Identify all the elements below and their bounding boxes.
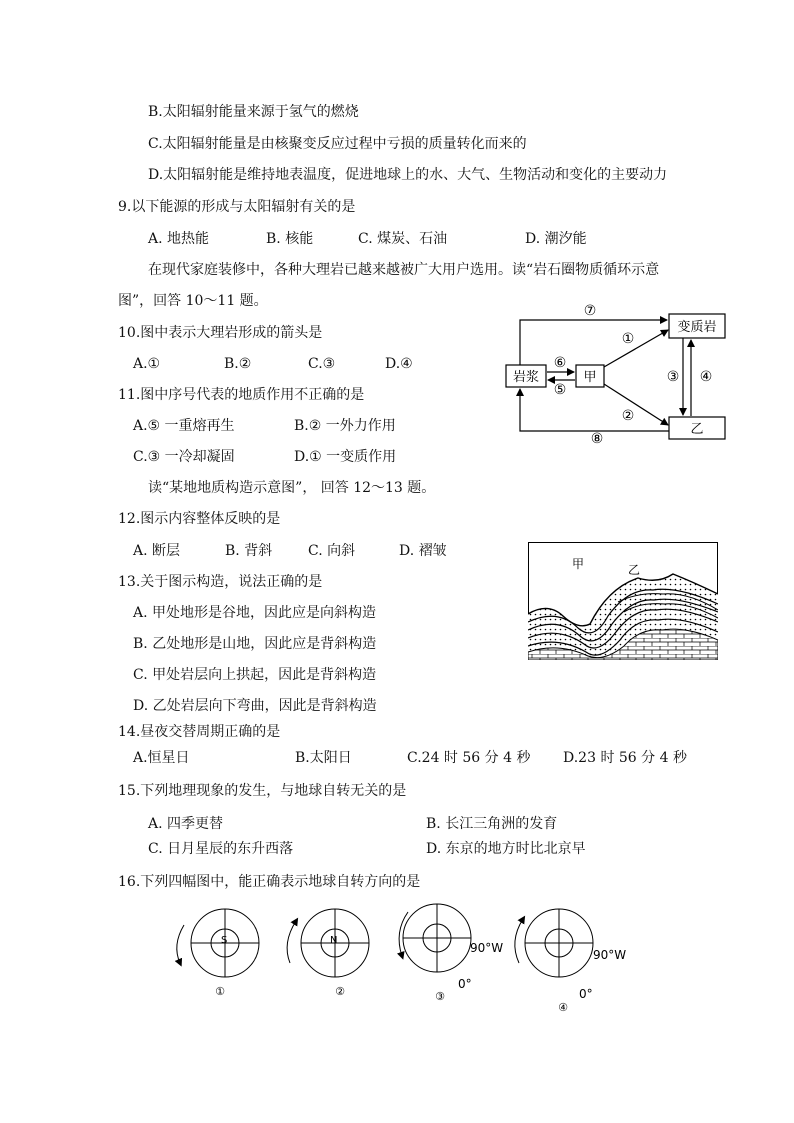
lon-label-0-3: 0° bbox=[458, 977, 472, 991]
q13-stem: 13.关于图示构造，说法正确的是 bbox=[118, 574, 323, 590]
q15-option-d: D. 东京的地方时比北京早 bbox=[426, 841, 586, 857]
earth-figure-2 bbox=[280, 905, 380, 1000]
earth-figure-1 bbox=[170, 905, 270, 1000]
q10-stem: 10.图中表示大理岩形成的箭头是 bbox=[118, 325, 323, 341]
q15-option-b: B. 长江三角洲的发育 bbox=[426, 816, 558, 832]
q9-option-d: D. 潮汐能 bbox=[525, 231, 587, 247]
jia-label: 甲 bbox=[583, 370, 597, 385]
q16-stem: 16.下列四幅图中，能正确表示地球自转方向的是 bbox=[118, 874, 421, 890]
q15-option-c: C. 日月星辰的东升西落 bbox=[148, 841, 294, 857]
q12-option-d: D. 褶皱 bbox=[399, 543, 447, 559]
caption-3: ③ bbox=[435, 990, 445, 1003]
q14-option-a: A.恒星日 bbox=[133, 750, 190, 766]
intro-12-13: 读“某地地质构造示意图”， 回答 12～13 题。 bbox=[148, 480, 436, 496]
caption-1: ① bbox=[215, 985, 225, 998]
q13-option-a: A. 甲处地形是谷地，因此应是向斜构造 bbox=[133, 605, 377, 621]
q11-stem: 11.图中序号代表的地质作用不正确的是 bbox=[118, 387, 365, 403]
geo-label-jia: 甲 bbox=[572, 557, 585, 571]
q13-option-b: B. 乙处地形是山地，因此应是背斜构造 bbox=[133, 636, 377, 652]
q12-option-c: C. 向斜 bbox=[308, 543, 356, 559]
label-3: ③ bbox=[666, 369, 680, 385]
q11-option-c: C.③ 一冷却凝固 bbox=[133, 449, 235, 465]
q8-option-b: B.太阳辐射能量来源于氢气的燃烧 bbox=[148, 104, 359, 120]
label-1: ① bbox=[621, 331, 635, 347]
label-5: ⑤ bbox=[553, 382, 567, 398]
rotation-arrow-1 bbox=[177, 925, 184, 963]
q14-option-c: C.24 时 56 分 4 秒 bbox=[407, 750, 531, 766]
q15-option-a: A. 四季更替 bbox=[148, 816, 224, 832]
label-6: ⑥ bbox=[553, 355, 567, 371]
q9-option-c: C. 煤炭、石油 bbox=[358, 231, 448, 247]
rotation-arrow-2 bbox=[287, 921, 296, 963]
q11-option-b: B.② 一外力作用 bbox=[294, 418, 396, 434]
q9-option-b: B. 核能 bbox=[266, 231, 314, 247]
arrow-1 bbox=[604, 330, 668, 367]
q13-option-c: C. 甲处岩层向上拱起，因此是背斜构造 bbox=[133, 667, 377, 683]
q8-option-d: D.太阳辐射能是维持地表温度，促进地球上的水、大气、生物活动和变化的主要动力 bbox=[148, 167, 668, 183]
q10-option-a: A.① bbox=[133, 356, 161, 372]
q15-stem: 15.下列地理现象的发生，与地球自转无关的是 bbox=[118, 783, 407, 799]
q11-option-a: A.⑤ 一重熔再生 bbox=[133, 418, 235, 434]
q10-option-b: B.② bbox=[224, 356, 252, 372]
q10-option-d: D.④ bbox=[385, 356, 413, 372]
geo-label-yi: 乙 bbox=[628, 563, 641, 577]
q14-option-d: D.23 时 56 分 4 秒 bbox=[563, 750, 687, 766]
label-4: ④ bbox=[699, 369, 713, 385]
label-8: ⑧ bbox=[590, 431, 604, 447]
magma-label: 岩浆 bbox=[512, 370, 540, 385]
rock-cycle-diagram bbox=[500, 300, 740, 445]
earth-figure-3 bbox=[390, 900, 510, 1010]
q14-stem: 14.昼夜交替周期正确的是 bbox=[118, 724, 281, 740]
geo-structure-diagram bbox=[528, 542, 718, 660]
q8-option-c: C.太阳辐射能量是由核聚变反应过程中亏损的质量转化而来的 bbox=[148, 136, 527, 152]
metamorphic-label: 变质岩 bbox=[677, 320, 717, 335]
pole-label-2: N bbox=[330, 935, 338, 946]
q9-stem: 9.以下能源的形成与太阳辐射有关的是 bbox=[118, 199, 356, 215]
q12-stem: 12.图示内容整体反映的是 bbox=[118, 511, 281, 527]
intro-10-11-line2: 图”，回答 10～11 题。 bbox=[118, 293, 268, 309]
pole-label-1: S bbox=[221, 935, 228, 946]
earth-figure-4 bbox=[505, 905, 635, 1015]
lon-label-90w-4: 90°W bbox=[593, 948, 627, 962]
label-7: ⑦ bbox=[583, 303, 597, 319]
q12-option-b: B. 背斜 bbox=[225, 543, 273, 559]
q11-option-d: D.① 一变质作用 bbox=[294, 449, 397, 465]
caption-2: ② bbox=[335, 985, 345, 998]
arrow-2 bbox=[604, 384, 668, 425]
q12-option-a: A. 断层 bbox=[133, 543, 181, 559]
rotation-arrow-4 bbox=[515, 919, 523, 963]
arrow-7 bbox=[520, 320, 667, 365]
arrow-8 bbox=[520, 389, 669, 431]
lon-label-90w-3: 90°W bbox=[470, 941, 504, 955]
yi-label: 乙 bbox=[690, 422, 704, 437]
lon-label-0-4: 0° bbox=[579, 987, 593, 1001]
caption-4: ④ bbox=[558, 1001, 568, 1014]
q10-option-c: C.③ bbox=[308, 356, 336, 372]
q9-option-a: A. 地热能 bbox=[148, 231, 210, 247]
label-2: ② bbox=[621, 408, 635, 424]
q13-option-d: D. 乙处岩层向下弯曲，因此是背斜构造 bbox=[133, 698, 377, 714]
q14-option-b: B.太阳日 bbox=[295, 750, 352, 766]
intro-10-11-line1: 在现代家庭装修中，各种大理岩已越来越被广大用户选用。读“岩石圈物质循环示意 bbox=[148, 262, 660, 278]
